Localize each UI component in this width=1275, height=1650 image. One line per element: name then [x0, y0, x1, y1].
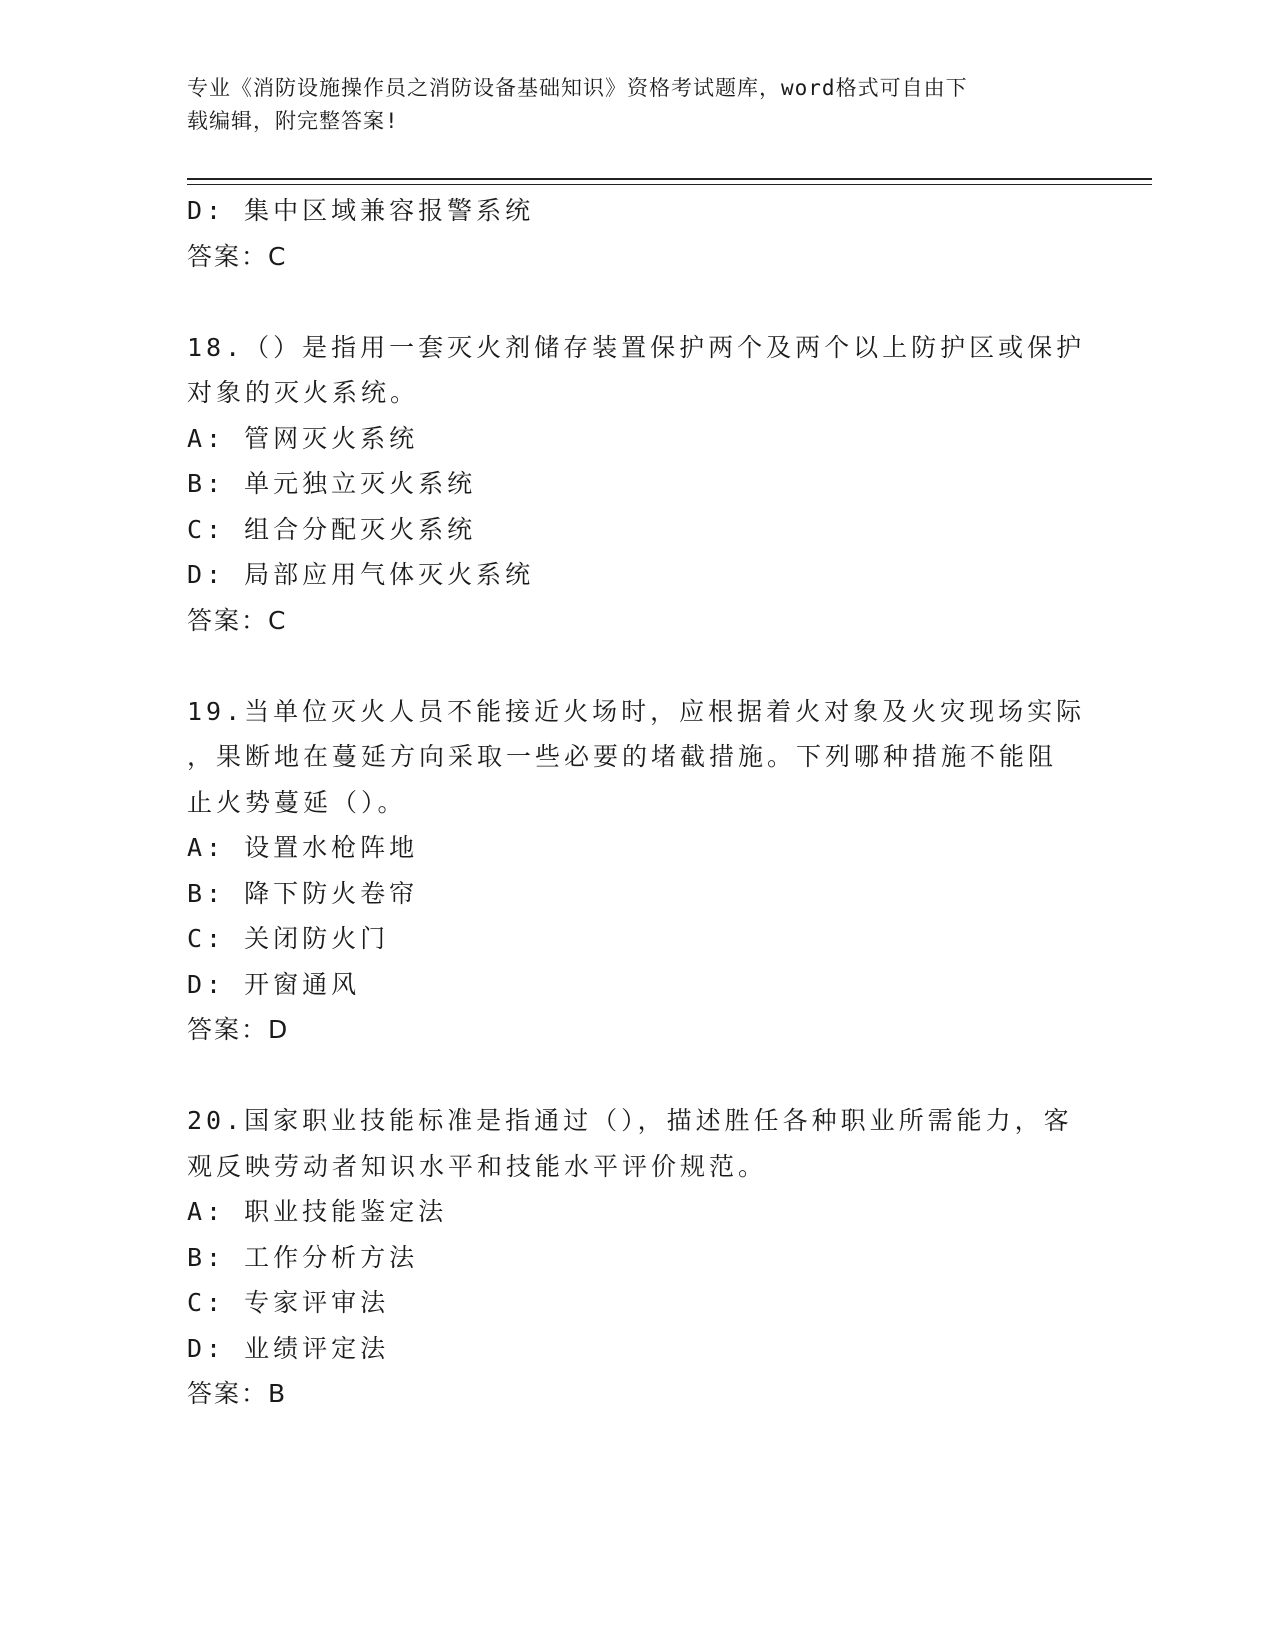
question-stem-line: 20.国家职业技能标准是指通过（），描述胜任各种职业所需能力，客 [187, 1106, 1073, 1135]
header-line-2: 载编辑，附完整答案! [187, 109, 399, 133]
spacer [187, 279, 1087, 325]
header-divider-thick [187, 178, 1152, 180]
option-d: D: 局部应用气体灭火系统 [187, 560, 535, 589]
option-d: D: 开窗通风 [187, 969, 361, 999]
question-18 [187, 325, 1087, 644]
header-line-1: 专业《消防设施操作员之消防设备基础知识》资格考试题库，word格式可自由下 [187, 76, 968, 100]
option-c: C: 专家评审法 [187, 1288, 390, 1317]
option-c: C: 关闭防火门 [187, 924, 390, 953]
answer: 答案：D [187, 1015, 290, 1044]
question-stem-line: 观反映劳动者知识水平和技能水平评价规范。 [187, 1151, 768, 1181]
option-b: B: 工作分析方法 [187, 1242, 419, 1272]
spacer [187, 1053, 1087, 1099]
question-20 [187, 1098, 1087, 1417]
spacer [187, 643, 1087, 689]
option-a: A: 设置水枪阵地 [187, 833, 419, 862]
question-19 [187, 689, 1087, 1053]
answer: 答案：C [187, 605, 288, 635]
answer: 答案：B [187, 1379, 288, 1408]
option-b: B: 单元独立灭火系统 [187, 469, 477, 498]
answer-continued: 答案：C [187, 241, 288, 271]
question-stem-line: 19.当单位灭火人员不能接近火场时，应根据着火对象及火灾现场实际 [187, 696, 1086, 726]
option-d: D: 业绩评定法 [187, 1333, 390, 1363]
option-a: A: 管网灭火系统 [187, 423, 419, 453]
question-list [187, 188, 1087, 1417]
question-stem-line: ，果断地在蔓延方向采取一些必要的堵截措施。下列哪种措施不能阻 [187, 742, 1058, 771]
header-divider-thin [187, 184, 1152, 185]
question-stem-line: 18.（）是指用一套灭火剂储存装置保护两个及两个以上防护区或保护 [187, 332, 1086, 362]
option-b: B: 降下防火卷帘 [187, 878, 419, 908]
option-d-continued: D: 集中区域兼容报警系统 [187, 196, 535, 225]
question-stem-line: 止火势蔓延（）。 [187, 787, 407, 817]
option-a: A: 职业技能鉴定法 [187, 1197, 448, 1226]
question-stem-line: 对象的灭火系统。 [187, 378, 420, 407]
page-header [187, 72, 1067, 138]
option-c: C: 组合分配灭火系统 [187, 514, 477, 544]
